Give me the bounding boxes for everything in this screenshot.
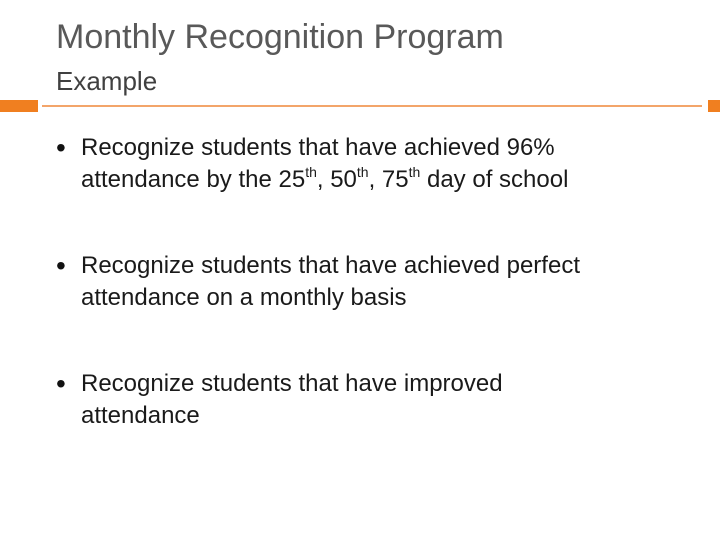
bullet-item [56,368,696,432]
bullet-line: Recognize students that have achieved 96% [81,134,555,161]
bullet-icon: • [56,368,66,399]
bullet-text: , 50 [316,166,357,193]
ordinal-suffix: th [408,164,421,180]
bullet-line: attendance on a monthly basis [81,284,407,311]
bullet-line: Recognize students that have improved [81,370,503,397]
bullet-text: , 75 [368,166,409,193]
ordinal-suffix: th [356,164,369,180]
bullet-line [81,164,696,196]
bullet-list [56,132,696,432]
bullet-icon: • [56,250,66,281]
accent-bar-left [0,100,38,112]
slide-title: Monthly Recognition Program [56,18,504,56]
bullet-line: attendance [81,402,200,429]
bullet-item [56,132,696,196]
bullet-text: day of school [420,166,569,193]
bullet-text: attendance by the 25 [81,166,306,193]
accent-bar-right [708,100,720,112]
slide-subtitle: Example [56,66,158,96]
bullet-line: Recognize students that have achieved perfect [81,252,580,279]
divider-rule [42,105,702,107]
bullet-item [56,250,696,314]
ordinal-suffix: th [305,164,317,180]
bullet-icon: • [56,132,66,163]
